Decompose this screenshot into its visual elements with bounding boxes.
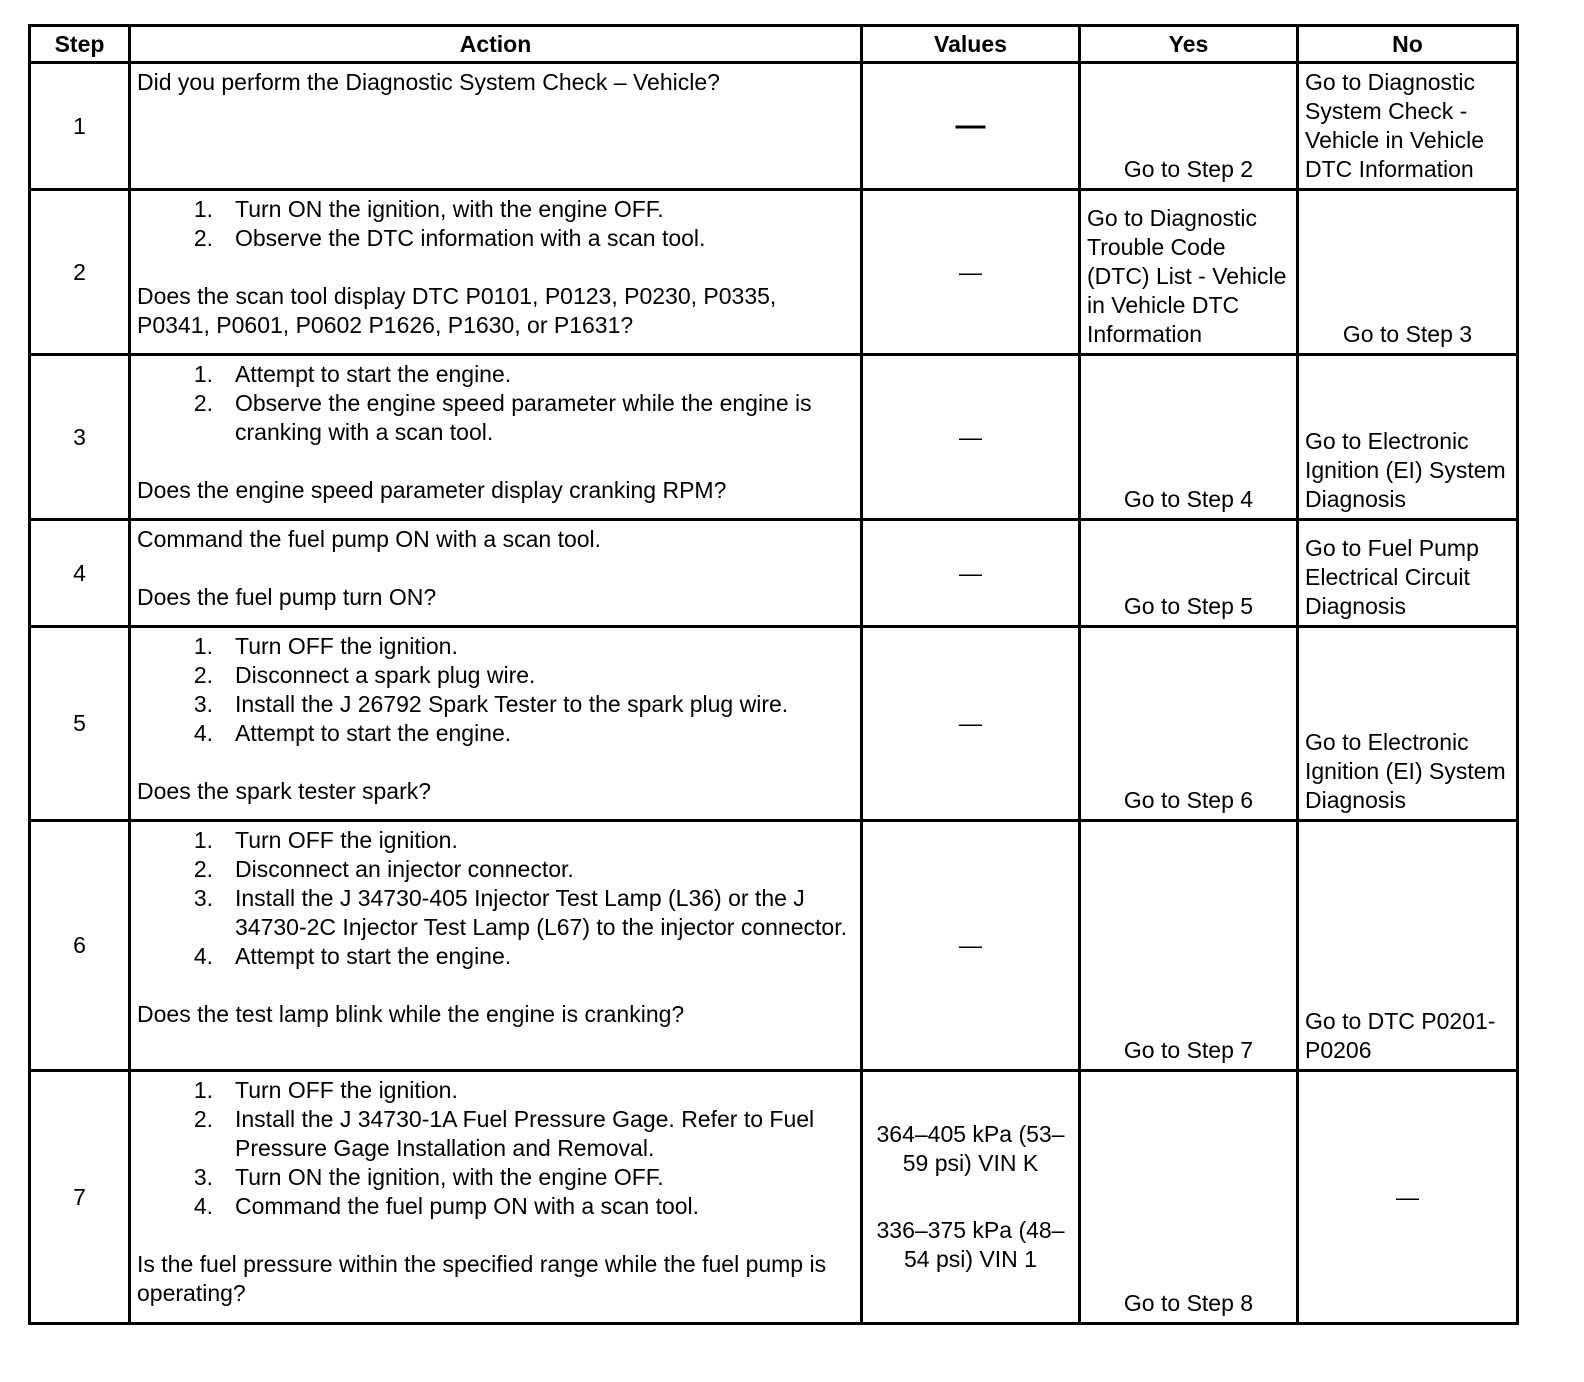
yes-cell: Go to Step 6 — [1080, 627, 1298, 821]
action-step: 4. Command the fuel pump ON with a scan tool. — [193, 1193, 700, 1219]
values-cell — [862, 190, 1080, 355]
values-cell — [862, 355, 1080, 520]
yes-cell: Go to Step 2 — [1080, 63, 1298, 190]
values-cell — [862, 821, 1080, 1071]
action-question: Is the fuel pressure within the specified range while the fuel pump is operating? — [137, 1251, 827, 1306]
value-text: — — [959, 258, 982, 285]
action-intro: Command the fuel pump ON with a scan tool. — [137, 526, 602, 552]
values-cell — [862, 627, 1080, 821]
yes-cell: Go to Step 7 — [1080, 821, 1298, 1071]
action-cell — [130, 190, 862, 355]
no-cell: Go to Step 3 — [1298, 190, 1518, 355]
action-cell — [130, 821, 862, 1071]
table-row — [30, 190, 1518, 355]
no-cell: Go to Electronic Ignition (EI) System Diagnosis — [1298, 627, 1518, 821]
action-question: Does the scan tool display DTC P0101, P0123, P0230, P0335, P0341, P0601, P0602 P1626, P1630, or P1631? — [137, 283, 777, 338]
header-action: Action — [130, 26, 862, 63]
action-step: 4. Attempt to start the engine. — [193, 943, 512, 969]
value-text: — — [955, 108, 986, 142]
action-step: 1. Turn OFF the ignition. — [193, 827, 458, 853]
table-row — [30, 1071, 1518, 1324]
no-cell: Go to Fuel Pump Electrical Circuit Diagnosis — [1298, 520, 1518, 627]
action-step: 3. Turn ON the ignition, with the engine OFF. — [193, 1164, 664, 1190]
no-cell: Go to Diagnostic System Check - Vehicle in Vehicle DTC Information — [1298, 63, 1518, 190]
step-number: 2 — [30, 190, 130, 355]
action-step: 2. Disconnect an injector connector. — [193, 856, 574, 882]
action-steps — [137, 632, 854, 748]
action-cell — [130, 520, 862, 627]
header-yes: Yes — [1080, 26, 1298, 63]
action-steps — [137, 360, 854, 447]
value-text: 364–405 kPa (53–59 psi) VIN K — [876, 1121, 1065, 1176]
action-question: Did you perform the Diagnostic System Check – Vehicle? — [137, 69, 720, 95]
yes-cell: Go to Step 8 — [1080, 1071, 1298, 1324]
action-cell — [130, 355, 862, 520]
no-cell: Go to Electronic Ignition (EI) System Diagnosis — [1298, 355, 1518, 520]
table-row — [30, 821, 1518, 1071]
action-step: 3. Install the J 26792 Spark Tester to the spark plug wire. — [193, 691, 789, 717]
step-number: 4 — [30, 520, 130, 627]
values-cell — [862, 1071, 1080, 1324]
value-text: — — [959, 559, 982, 586]
action-step: 1. Turn OFF the ignition. — [193, 1077, 458, 1103]
no-cell: — — [1298, 1071, 1518, 1324]
value-text: — — [959, 423, 982, 450]
step-number: 5 — [30, 627, 130, 821]
action-step: 2. Disconnect a spark plug wire. — [193, 662, 536, 688]
header-row — [30, 26, 1518, 63]
action-steps — [137, 1076, 854, 1221]
action-question: Does the fuel pump turn ON? — [137, 584, 437, 610]
action-step: 1. Turn OFF the ignition. — [193, 633, 458, 659]
yes-cell: Go to Step 5 — [1080, 520, 1298, 627]
action-steps — [137, 826, 854, 971]
value-text: 336–375 kPa (48–54 psi) VIN 1 — [876, 1217, 1065, 1272]
value-text: — — [959, 932, 982, 958]
table-row — [30, 63, 1518, 190]
action-step: 4. Attempt to start the engine. — [193, 720, 512, 746]
yes-cell: Go to Step 4 — [1080, 355, 1298, 520]
table-row — [30, 627, 1518, 821]
values-cell — [862, 520, 1080, 627]
action-cell — [130, 627, 862, 821]
action-question: Does the test lamp blink while the engine is cranking? — [137, 1001, 685, 1027]
table-row — [30, 520, 1518, 627]
action-step: 2. Observe the engine speed parameter while the engine is cranking with a scan tool. — [193, 390, 812, 445]
values-cell — [862, 63, 1080, 190]
action-question: Does the spark tester spark? — [137, 778, 432, 804]
action-step: 2. Install the J 34730-1A Fuel Pressure Gage. Refer to Fuel Pressure Gage Installation and Removal. — [193, 1106, 815, 1161]
action-step: 1. Turn ON the ignition, with the engine OFF. — [193, 196, 664, 222]
action-question: Does the engine speed parameter display cranking RPM? — [137, 477, 727, 503]
table-row — [30, 355, 1518, 520]
step-number: 3 — [30, 355, 130, 520]
yes-cell: Go to Diagnostic Trouble Code (DTC) List - Vehicle in Vehicle DTC Information — [1080, 190, 1298, 355]
value-text: — — [959, 710, 982, 736]
header-step: Step — [30, 26, 130, 63]
action-cell — [130, 1071, 862, 1324]
action-cell — [130, 63, 862, 190]
header-no: No — [1298, 26, 1518, 63]
step-number: 7 — [30, 1071, 130, 1324]
action-step: 3. Install the J 34730-405 Injector Test Lamp (L36) or the J 34730-2C Injector Test Lamp (L67) to the injector connector. — [193, 885, 847, 940]
action-step: 2. Observe the DTC information with a scan tool. — [193, 225, 706, 251]
diagnostic-table — [28, 24, 1519, 1325]
header-values: Values — [862, 26, 1080, 63]
step-number: 6 — [30, 821, 130, 1071]
step-number: 1 — [30, 63, 130, 190]
action-steps — [137, 195, 854, 253]
no-cell: Go to DTC P0201-P0206 — [1298, 821, 1518, 1071]
action-step: 1. Attempt to start the engine. — [193, 361, 512, 387]
